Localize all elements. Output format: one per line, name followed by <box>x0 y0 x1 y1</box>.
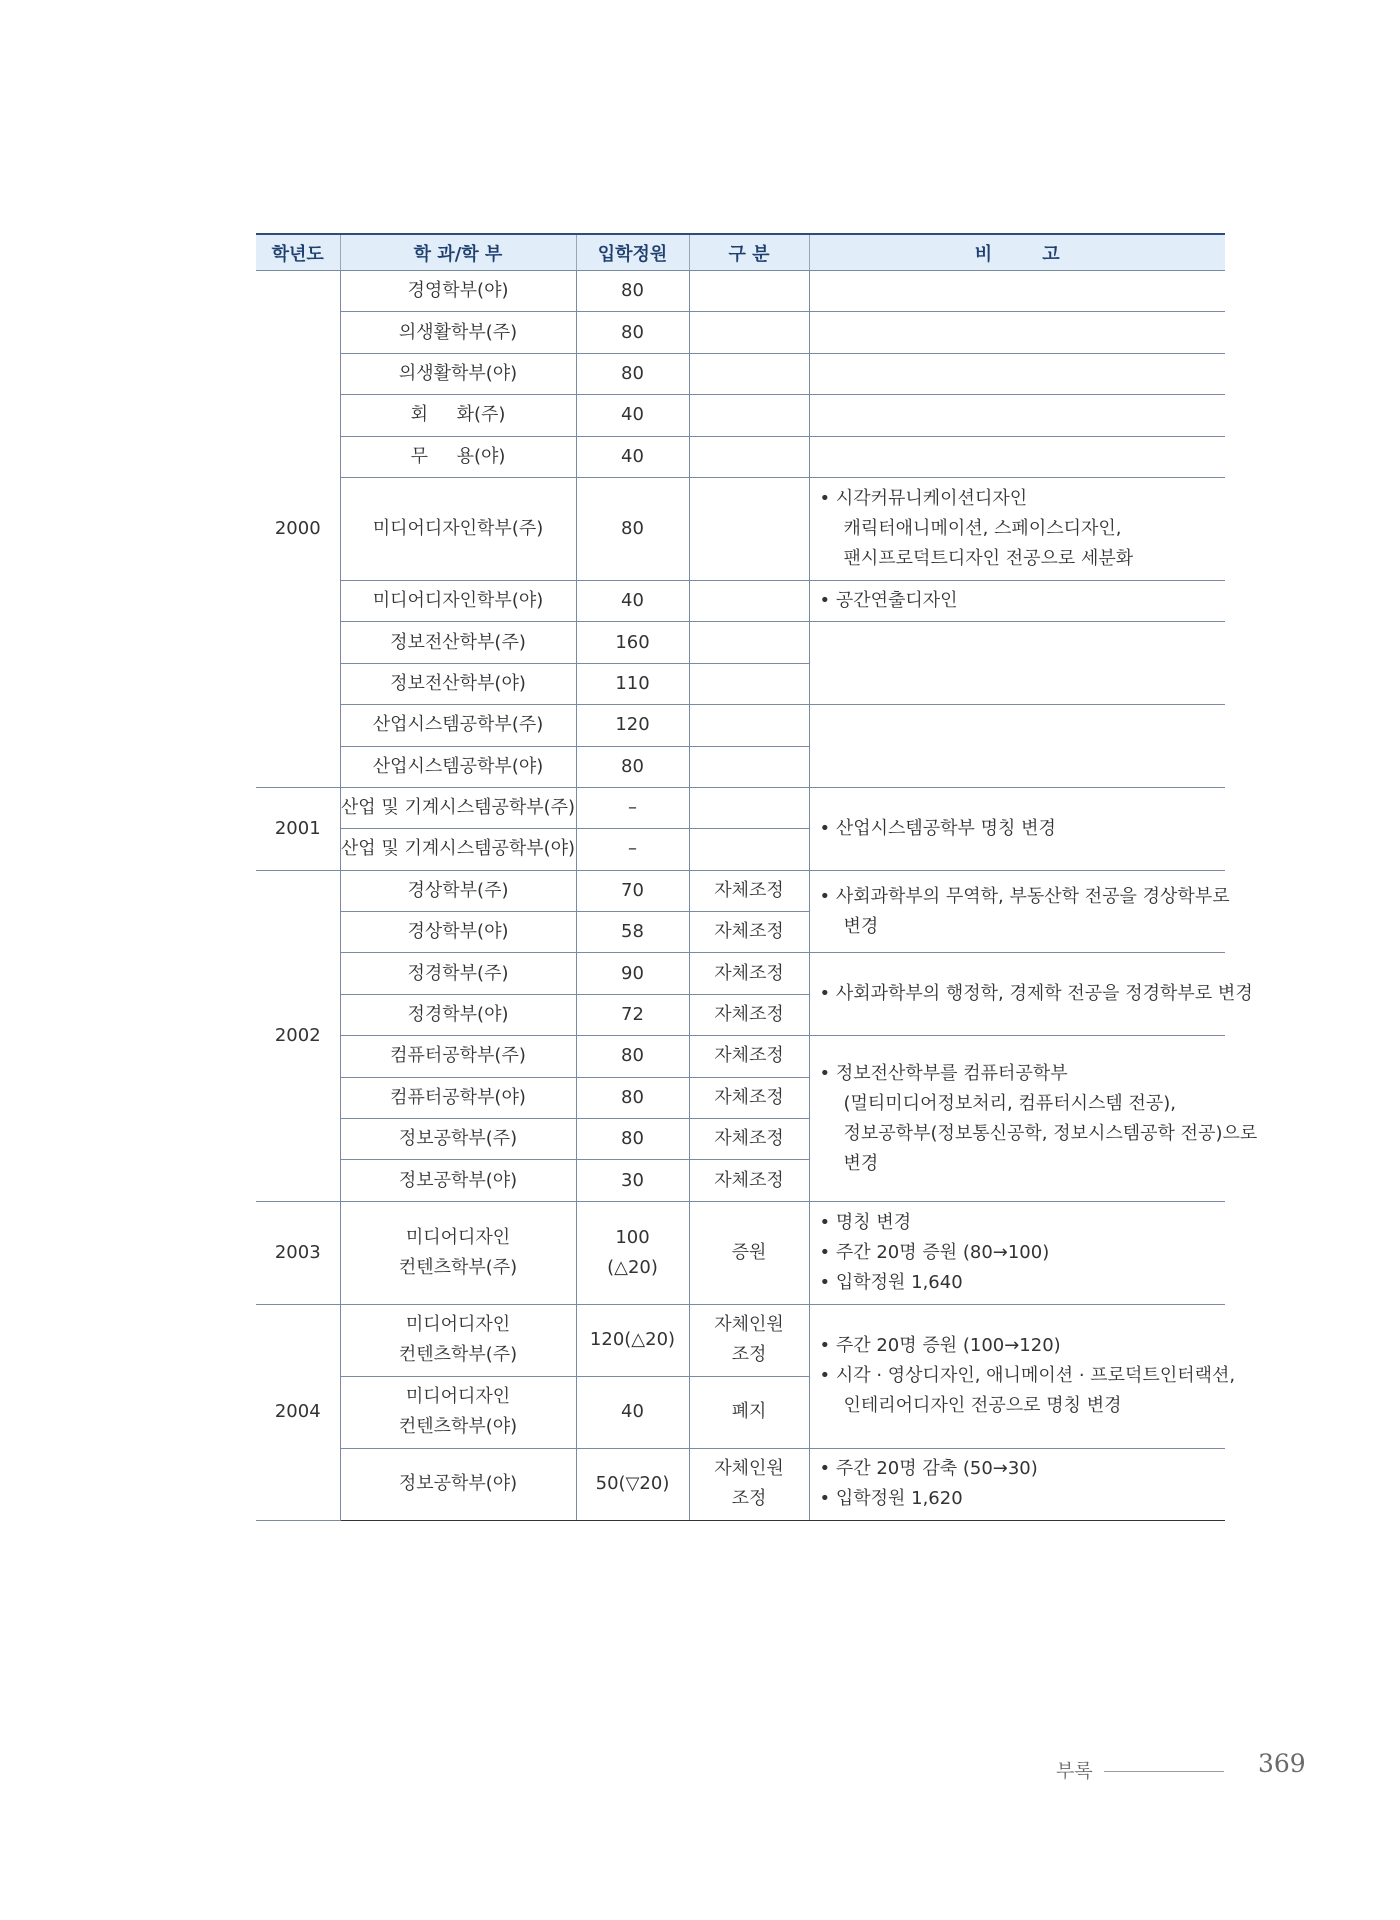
type-cell: 자체조정 <box>689 870 809 911</box>
type-cell <box>689 705 809 746</box>
header-row <box>256 234 1225 271</box>
remarks-line: • 정보전산학부를 컴퓨터공학부 <box>819 1062 1068 1084</box>
footer-section-label: 부록 <box>1056 1760 1093 1782</box>
remarks-line: • 사회과학부의 무역학, 부동산학 전공을 경상학부로 <box>819 885 1230 907</box>
remarks-line: • 주간 20명 증원 (80→100) <box>819 1241 1050 1263</box>
quota-cell: 120(△20) <box>576 1304 689 1376</box>
year-cell: 2003 <box>256 1201 340 1304</box>
dept-line: 컨텐츠학부(주) <box>398 1344 518 1366</box>
dept-cell: 의생활학부(주) <box>340 312 576 353</box>
quota-cell: 40 <box>576 395 689 436</box>
quota-cell: 40 <box>576 1376 689 1448</box>
quota-cell: 70 <box>576 870 689 911</box>
type-cell <box>689 477 809 580</box>
remarks-line: • 공간연출디자인 <box>819 590 958 612</box>
type-cell <box>689 746 809 787</box>
year-cell: 2004 <box>256 1304 340 1520</box>
remarks-cell <box>809 787 1225 870</box>
quota-cell: 40 <box>576 436 689 477</box>
dept-cell: 무 용(야) <box>340 436 576 477</box>
remarks-cell <box>809 436 1225 477</box>
dept-line: 미디어디자인 <box>405 1386 511 1408</box>
remarks-cell <box>809 1448 1225 1520</box>
dept-cell: 회 화(주) <box>340 395 576 436</box>
table-row <box>256 1304 1225 1376</box>
type-cell <box>689 622 809 663</box>
type-cell: 자체조정 <box>689 953 809 994</box>
remarks-cell <box>809 1036 1258 1202</box>
dept-line: 컨텐츠학부(야) <box>398 1416 518 1438</box>
type-line: 자체인원 <box>714 1458 784 1480</box>
table-row <box>256 580 1225 621</box>
dept-cell: 정보공학부(야) <box>340 1160 576 1201</box>
remarks-cell <box>809 477 1225 580</box>
quota-cell: 110 <box>576 663 689 704</box>
table-row <box>256 477 1225 580</box>
table-row <box>256 622 1225 663</box>
type-cell <box>689 1304 809 1376</box>
remarks-line: • 명칭 변경 <box>819 1211 912 1233</box>
table-row <box>256 271 1225 312</box>
dept-line: 컨텐츠학부(주) <box>398 1256 518 1278</box>
type-cell: 자체조정 <box>689 1160 809 1201</box>
type-cell: 자체조정 <box>689 912 809 953</box>
remarks-line: 정보공학부(정보통신공학, 정보시스템공학 전공)으로 <box>843 1122 1258 1144</box>
header-type: 구 분 <box>689 234 809 271</box>
remarks-line: • 산업시스템공학부 명칭 변경 <box>819 817 1056 839</box>
header-department: 학 과/학 부 <box>340 234 576 271</box>
dept-line: 미디어디자인 <box>405 1226 511 1248</box>
remarks-cell <box>809 1304 1236 1448</box>
quota-cell: – <box>576 787 689 828</box>
remarks-cell <box>809 870 1230 953</box>
table-row <box>256 953 1225 994</box>
quota-cell: 80 <box>576 312 689 353</box>
quota-line: (△20) <box>607 1256 658 1278</box>
type-cell <box>689 829 809 870</box>
remarks-cell <box>809 395 1225 436</box>
table-row <box>256 787 1225 828</box>
quota-cell: 30 <box>576 1160 689 1201</box>
quota-cell: 72 <box>576 994 689 1035</box>
dept-cell: 미디어디자인학부(주) <box>340 477 576 580</box>
remarks-line: • 주간 20명 감축 (50→30) <box>819 1458 1038 1480</box>
type-cell: 증원 <box>689 1201 809 1304</box>
table-row <box>256 395 1225 436</box>
table-row <box>256 353 1225 394</box>
table-row <box>256 1448 1225 1520</box>
quota-cell: 58 <box>576 912 689 953</box>
dept-cell <box>340 1376 576 1448</box>
remarks-cell <box>809 953 1253 1036</box>
remarks-line: 변경 <box>843 915 879 937</box>
dept-cell: 미디어디자인학부(야) <box>340 580 576 621</box>
table-row <box>256 870 1225 911</box>
year-cell: 2000 <box>256 271 340 788</box>
dept-cell: 정보공학부(주) <box>340 1119 576 1160</box>
quota-cell: 80 <box>576 271 689 312</box>
type-cell <box>689 271 809 312</box>
type-cell: 폐지 <box>689 1376 809 1448</box>
table-row <box>256 312 1225 353</box>
page-number: 369 <box>1258 1749 1306 1778</box>
remarks-line: 팬시프로덕트디자인 전공으로 세분화 <box>843 547 1134 569</box>
table-row <box>256 436 1225 477</box>
quota-cell: 80 <box>576 1036 689 1077</box>
quota-cell: 80 <box>576 353 689 394</box>
quota-line: 100 <box>615 1226 650 1248</box>
type-cell: 자체조정 <box>689 994 809 1035</box>
table-row <box>256 1201 1225 1304</box>
remarks-line: • 사회과학부의 행정학, 경제학 전공을 정경학부로 변경 <box>819 983 1253 1005</box>
table-row <box>256 1036 1225 1077</box>
header-remarks: 비 고 <box>809 234 1225 271</box>
dept-line: 미디어디자인 <box>405 1314 511 1336</box>
table-row <box>256 705 1225 746</box>
remarks-line: (멀티미디어정보처리, 컴퓨터시스템 전공), <box>843 1092 1177 1114</box>
dept-cell: 정경학부(주) <box>340 953 576 994</box>
type-line: 자체인원 <box>714 1314 784 1336</box>
year-cell: 2002 <box>256 870 340 1201</box>
dept-cell: 정경학부(야) <box>340 994 576 1035</box>
admission-quota-table <box>256 233 1258 1521</box>
remarks-line: 인테리어디자인 전공으로 명칭 변경 <box>843 1395 1122 1417</box>
dept-cell: 정보공학부(야) <box>340 1448 576 1520</box>
type-cell: 자체조정 <box>689 1077 809 1118</box>
remarks-line: 변경 <box>843 1152 879 1174</box>
remarks-line: • 입학정원 1,620 <box>819 1488 963 1510</box>
quota-cell: 160 <box>576 622 689 663</box>
remarks-cell <box>809 312 1225 353</box>
dept-cell: 산업 및 기계시스템공학부(야) <box>340 829 576 870</box>
dept-cell: 산업 및 기계시스템공학부(주) <box>340 787 576 828</box>
remarks-line: • 입학정원 1,640 <box>819 1271 963 1293</box>
footer-divider <box>1104 1771 1224 1772</box>
dept-cell: 정보전산학부(주) <box>340 622 576 663</box>
dept-cell: 경상학부(주) <box>340 870 576 911</box>
remarks-line: • 시각커뮤니케이션디자인 <box>819 487 1028 509</box>
dept-cell <box>340 1201 576 1304</box>
dept-cell: 정보전산학부(야) <box>340 663 576 704</box>
type-cell <box>689 1448 809 1520</box>
type-cell: 자체조정 <box>689 1119 809 1160</box>
quota-cell: 50(▽20) <box>576 1448 689 1520</box>
type-cell <box>689 580 809 621</box>
dept-cell: 컴퓨터공학부(주) <box>340 1036 576 1077</box>
type-cell <box>689 436 809 477</box>
dept-cell: 산업시스템공학부(야) <box>340 746 576 787</box>
type-cell <box>689 395 809 436</box>
dept-cell <box>340 1304 576 1376</box>
remarks-cell <box>809 271 1225 312</box>
type-cell <box>689 663 809 704</box>
type-cell <box>689 312 809 353</box>
remarks-cell <box>809 353 1225 394</box>
quota-cell: 120 <box>576 705 689 746</box>
type-cell <box>689 353 809 394</box>
remarks-cell <box>809 705 1225 788</box>
header-quota: 입학정원 <box>576 234 689 271</box>
quota-cell: 80 <box>576 746 689 787</box>
quota-cell: 80 <box>576 477 689 580</box>
quota-cell: 90 <box>576 953 689 994</box>
dept-cell: 의생활학부(야) <box>340 353 576 394</box>
quota-cell: 80 <box>576 1077 689 1118</box>
type-cell <box>689 787 809 828</box>
remarks-cell <box>809 622 1225 705</box>
remarks-cell <box>809 580 1225 621</box>
dept-cell: 경상학부(야) <box>340 912 576 953</box>
remarks-cell <box>809 1201 1225 1304</box>
quota-cell: 40 <box>576 580 689 621</box>
dept-cell: 산업시스템공학부(주) <box>340 705 576 746</box>
year-cell: 2001 <box>256 787 340 870</box>
dept-cell: 컴퓨터공학부(야) <box>340 1077 576 1118</box>
dept-cell: 경영학부(야) <box>340 271 576 312</box>
remarks-line: • 시각 · 영상디자인, 애니메이션 · 프로덕트인터랙션, <box>819 1365 1236 1387</box>
remarks-line: • 주간 20명 증원 (100→120) <box>819 1335 1061 1357</box>
type-line: 조정 <box>731 1344 767 1366</box>
quota-cell <box>576 1201 689 1304</box>
remarks-line: 캐릭터애니메이션, 스페이스디자인, <box>843 517 1122 539</box>
type-line: 조정 <box>731 1488 767 1510</box>
quota-cell: 80 <box>576 1119 689 1160</box>
quota-cell: – <box>576 829 689 870</box>
header-year: 학년도 <box>256 234 340 271</box>
type-cell: 자체조정 <box>689 1036 809 1077</box>
